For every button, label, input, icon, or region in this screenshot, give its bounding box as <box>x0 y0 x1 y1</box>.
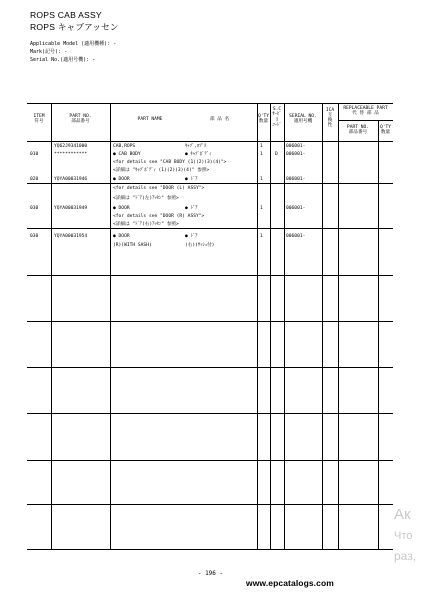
header-replaceable-part: REPLACEABLE PART 代 替 部 品 <box>343 106 388 117</box>
part-name: ● DOOR <box>113 206 130 211</box>
part-name: CAB,ROPS <box>113 144 136 149</box>
rule-col <box>110 103 111 550</box>
page-title-jp: ROPS キャブアッセン <box>30 22 119 32</box>
qty: 1 <box>260 144 263 149</box>
note: <for details see "DOOR (R) ASSY"> <box>113 214 205 219</box>
header-part-no: PART NO. 部品番号 <box>69 114 92 125</box>
note-jp: <詳細は "ﾄﾞｱ(左)ｱｯｾﾝ" 参照> <box>113 196 179 201</box>
part-name: ● CAB BODY <box>113 152 141 157</box>
serial-range: Serial No.(適用号機): - <box>30 57 96 63</box>
header-repl-part-no: PART NO. 部品番号 <box>346 125 370 136</box>
item-no: 020 <box>30 177 39 182</box>
part-name-jp: ● ﾄﾞｱ <box>185 234 198 239</box>
part-name: ● DOOR <box>113 177 130 182</box>
serial: 006001- <box>286 152 306 157</box>
rule-col <box>257 103 258 550</box>
qty: 1 <box>260 234 263 239</box>
watermark-line-2: Что <box>394 530 413 542</box>
serial: 006001- <box>286 206 306 211</box>
item-no: 030 <box>30 206 39 211</box>
part-name: ● DOOR <box>113 234 130 239</box>
note: <for details see "DOOR (L) ASSY"> <box>113 186 205 191</box>
serial: 006001- <box>286 234 306 239</box>
note: (R)(WITH SASH) <box>113 243 152 248</box>
qty: 1 <box>260 177 263 182</box>
qty: 1 <box>260 152 263 157</box>
watermark-line-3: раз, <box>394 549 417 563</box>
part-no: YQYA00031949 <box>54 206 88 211</box>
rule-col <box>322 103 323 550</box>
header-ica: ICA 互換性 <box>325 108 335 129</box>
qty: 1 <box>260 206 263 211</box>
note-jp: <詳細は "ｷｬﾌﾞﾎﾞﾃﾞｨ (1)(2)(3)(4)" 参照> <box>113 168 210 173</box>
header-part-name: PART NAME <box>137 117 163 122</box>
header-part-name-jp: 部 品 名 <box>209 117 230 122</box>
watermark-line-1: Ак <box>394 506 411 523</box>
rule-col <box>378 120 379 550</box>
part-name-jp: ● ﾄﾞｱ <box>185 206 198 211</box>
header-sc: S.C ｻｰﾋﾞ ｽ ｺｰﾄﾞ <box>272 107 282 129</box>
part-name-jp: ｷｬﾌﾞ,ﾛﾌﾟｽ <box>185 144 207 149</box>
part-no: YQYA00031946 <box>54 177 88 182</box>
part-no: ************ <box>54 152 88 157</box>
applicable-model: Applicable Model (適用機種): - <box>30 41 117 47</box>
rule-repl-header <box>338 120 393 121</box>
header-item: ITEM 符号 <box>33 114 45 125</box>
note: <for details see "CAB BODY (1)(2)(3)(4)"> <box>113 160 227 165</box>
note-jp: (右)(ｻｯｼｭ付) <box>185 243 215 248</box>
rule-col <box>338 103 339 550</box>
sc-code: D <box>275 152 278 157</box>
item-no: 030 <box>30 234 39 239</box>
serial: 006001- <box>286 177 306 182</box>
part-name-jp: ● ｷｬﾌﾞﾎﾞﾃﾞｨ <box>185 152 212 157</box>
mark: Mark(記号): - <box>30 49 68 55</box>
header-repl-qty: Q'TY 数量 <box>379 125 392 136</box>
part-no: YQ62J9341000 <box>54 144 88 149</box>
page-number: - 196 - <box>197 570 224 577</box>
site-url[interactable]: www.epcatalogs.com <box>246 578 334 588</box>
header-serial: SERIAL NO. 適用号機 <box>289 114 317 125</box>
rule-col <box>51 103 52 550</box>
page-title: ROPS CAB ASSY <box>30 10 102 20</box>
serial: 006001- <box>286 144 306 149</box>
header-qty: Q'TY 数量 <box>257 114 270 125</box>
rule-col <box>270 103 271 550</box>
part-name-jp: ● ﾄﾞｱ <box>185 177 198 182</box>
note-jp: <詳細は "ﾄﾞｱ(右)ｱｯｾﾝ" 参照> <box>113 222 179 227</box>
item-no: 010 <box>30 152 39 157</box>
parts-table <box>27 103 393 550</box>
part-no: YQYA00031954 <box>54 234 88 239</box>
rule-col <box>284 103 285 550</box>
